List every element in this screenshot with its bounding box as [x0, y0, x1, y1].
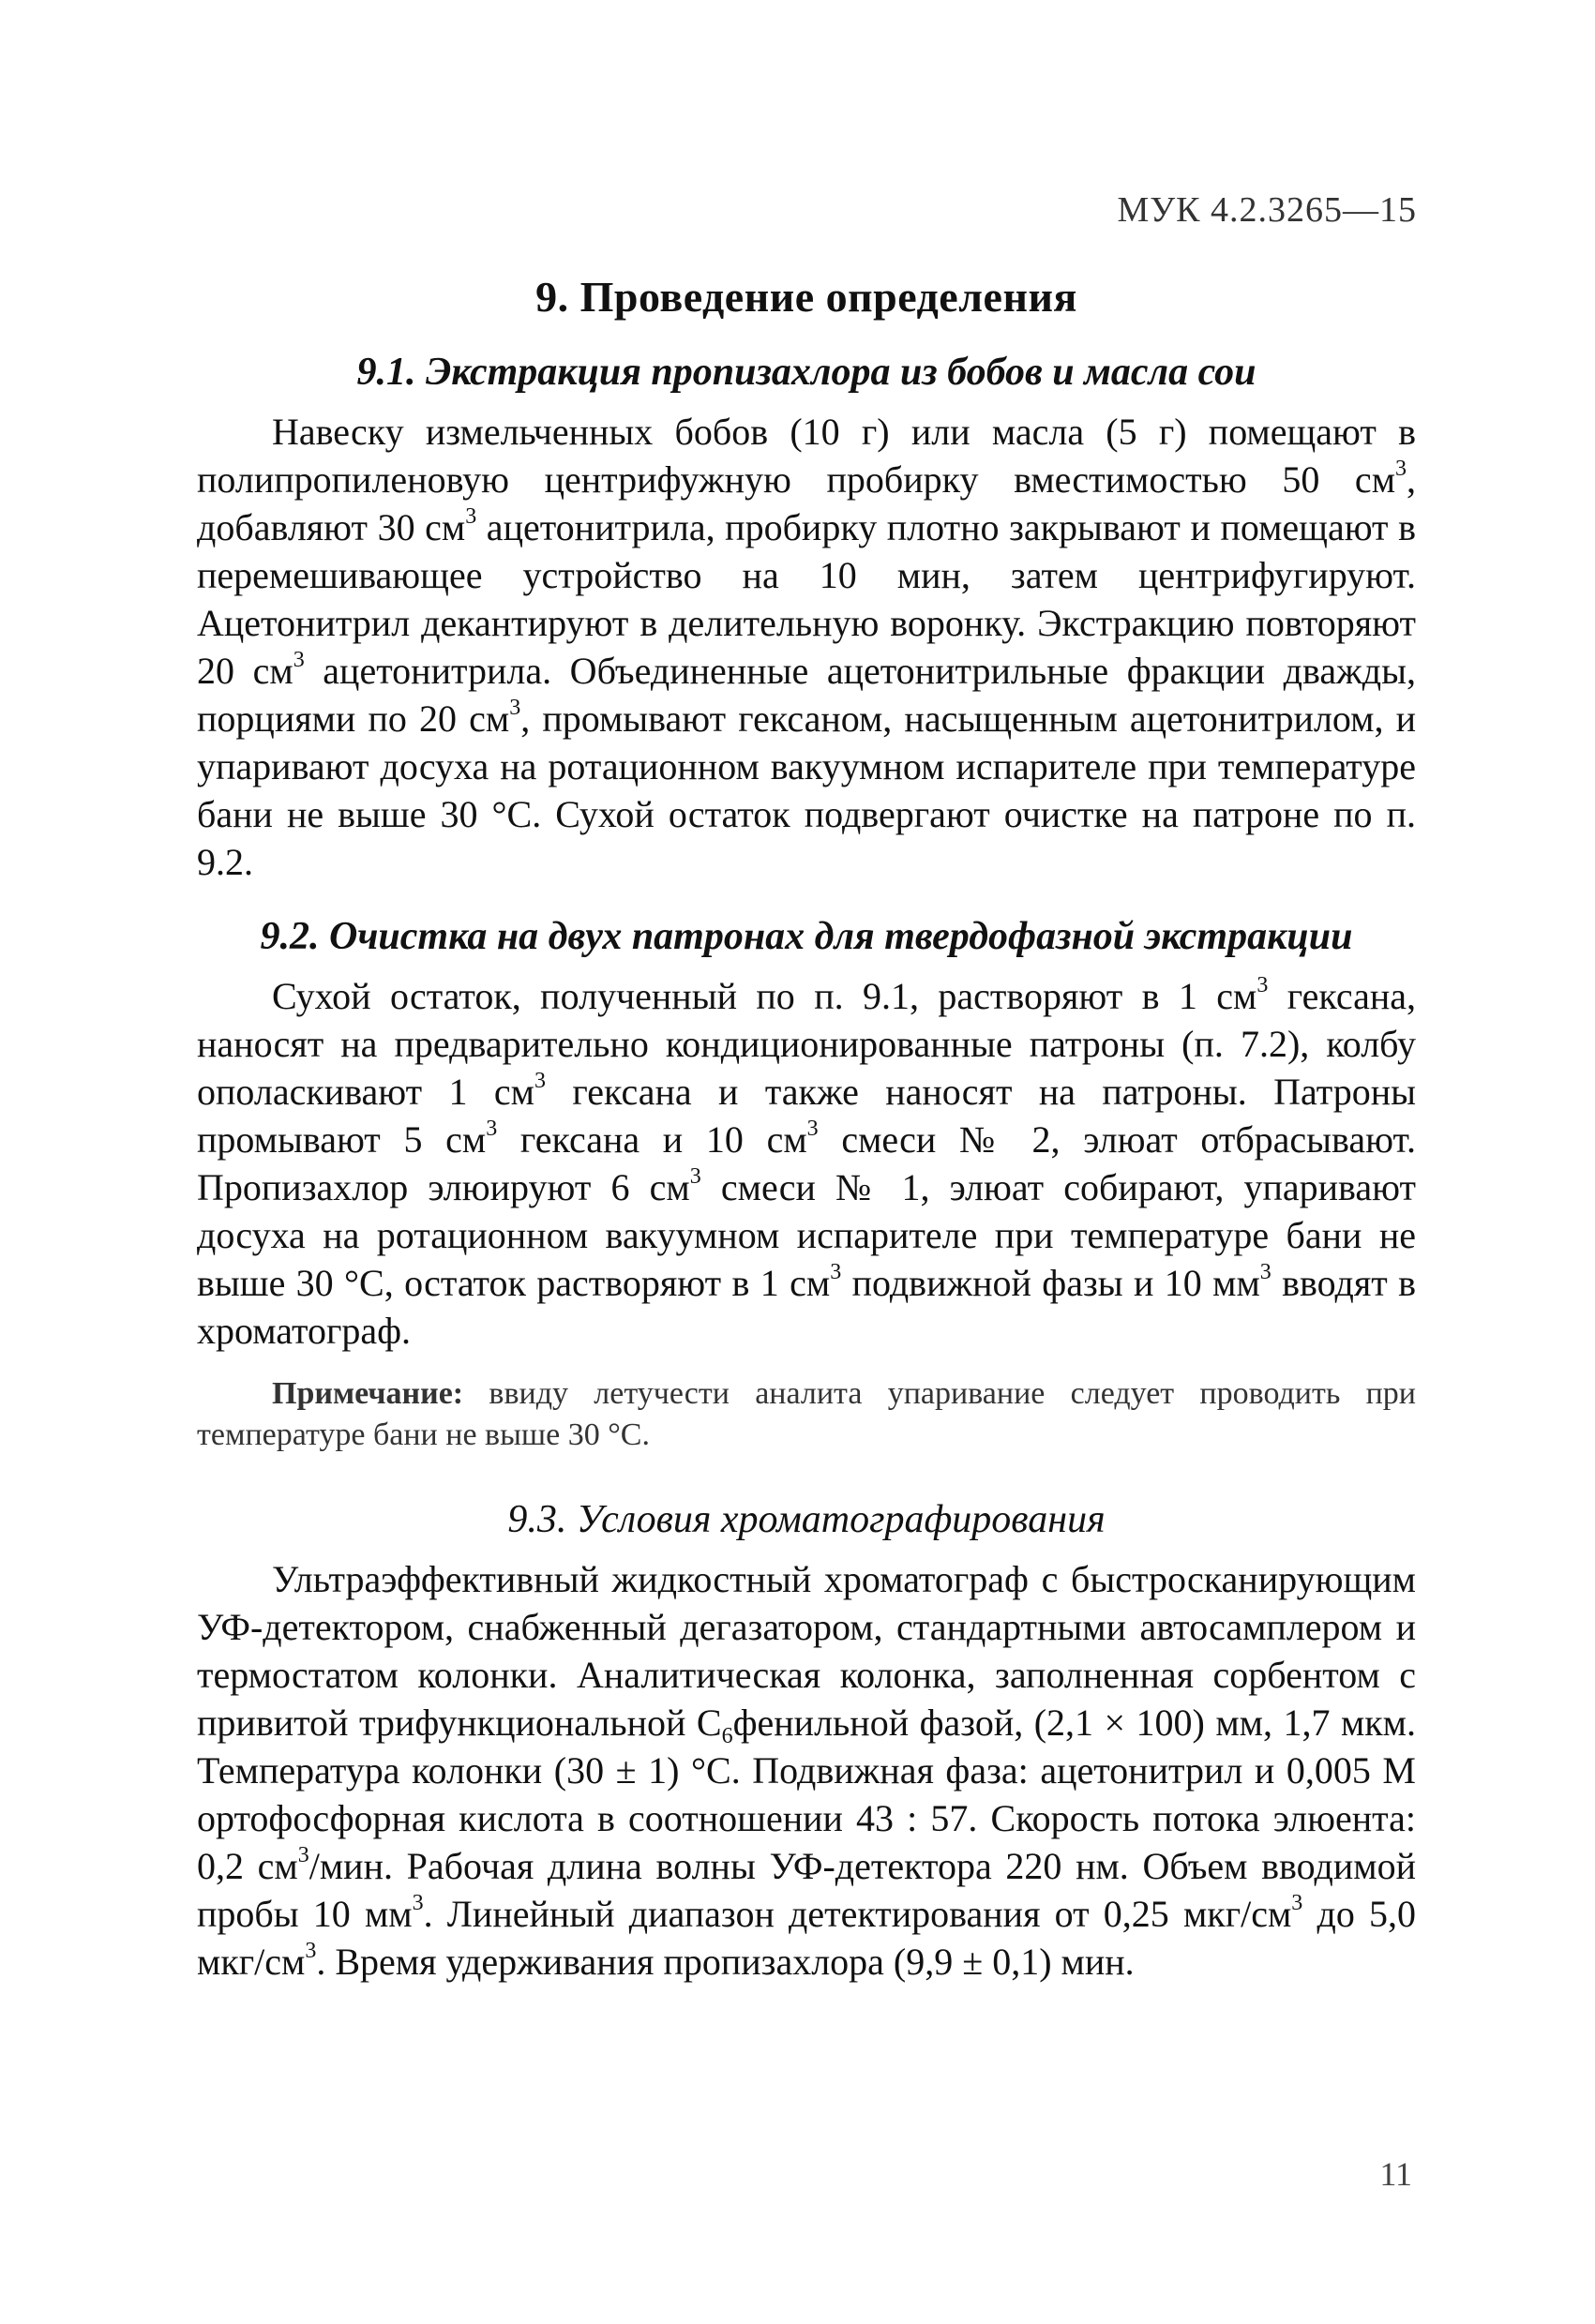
- note-text: ввиду летучести аналита упаривание следует проводить при температуре бани не выше 30 °С.: [197, 1376, 1416, 1452]
- paragraph-cleanup: Сухой остаток, полученный по п. 9.1, растворяют в 1 $см^3$ гексана, наносят на предварительно кондиционированные патроны (п. 7.2), колбу ополаскивают 1 $см^3$ гексана и также наносят на патроны. Патроны промывают 5 $см^3$ гексана и 10 $см^3$ смеси № 2, элюат отбрасывают. Пропизахлор элюируют 6 $см^3$ смеси № 1, элюат собирают, упаривают досуха на ротационном вакуумном испарителе при температуре бани не выше 30 °С, остаток растворяют в 1 $см^3$ подвижной фазы и 10 $мм^3$ вводят в хроматограф.: [197, 973, 1417, 1352]
- page-content: [197, 272, 1416, 2014]
- note-label: Примечание:: [272, 1376, 464, 1411]
- subsection-title-9-3: 9.3. Условия хроматографирования: [507, 1498, 1106, 1541]
- section-title: 9. Проведение определения: [535, 273, 1077, 321]
- subsection-title-9-2: 9.2. Очистка на двух патронах для твердофазной экстракции: [260, 915, 1353, 958]
- paragraph-chromatography: Ультраэффективный жидкостный хроматограф с быстросканирующим УФ-детектором, снабженный дегазатором, стандартными автосамплером и термостатом колонки. Аналитическая колонка, заполненная сорбентом с привитой трифункциональной $С_6фенильной$ фазой, (2,1 × 100) мм, 1,7 мкм. Температура колонки (30 ± 1) °С. Подвижная фаза: ацетонитрил и 0,005 М ортофосфорная кислота в соотношении 43 : 57. Скорость потока элюента: 0,2 $см^3$/мин. Рабочая длина волны УФ-детектора 220 нм. Объем вводимой пробы 10 $мм^3$. Линейный диапазон детектирования от 0,25 мкг/$см^3$ до 5,0 мкг/$см^3$. Время удерживания пропизахлора (9,9 ± 0,1) мин.: [197, 1558, 1416, 1983]
- paragraph-extraction: Навеску измельченных бобов (10 г) или масла (5 г) помещают в полипропиленовую центрифужную пробирку вместимостью 50 $см^3$, добавляют 30 $см^3$ ацетонитрила, пробирку плотно закрывают и помещают в перемешивающее устройство на 10 мин, затем центрифугируют. Ацетонитрил декантируют в делительную воронку. Экстракцию повторяют 20 $см^3$ ацетонитрила. Объединенные ацетонитрильные фракции дважды, порциями по 20 $см^3$, промывают гексаном, насыщенным ацетонитрилом, и упаривают досуха на ротационном вакуумном испарителе при температуре бани не выше 30 °С. Сухой остаток подвергают очистке на патроне по п. 9.2.: [197, 411, 1417, 883]
- subsection-title-9-1: 9.1. Экстракция пропизахлора из бобов и масла сои: [356, 351, 1256, 394]
- note-paragraph: [197, 1373, 1416, 1456]
- document-code: МУК 4.2.3265—15: [1117, 190, 1417, 230]
- page-number: 11: [1379, 2155, 1412, 2193]
